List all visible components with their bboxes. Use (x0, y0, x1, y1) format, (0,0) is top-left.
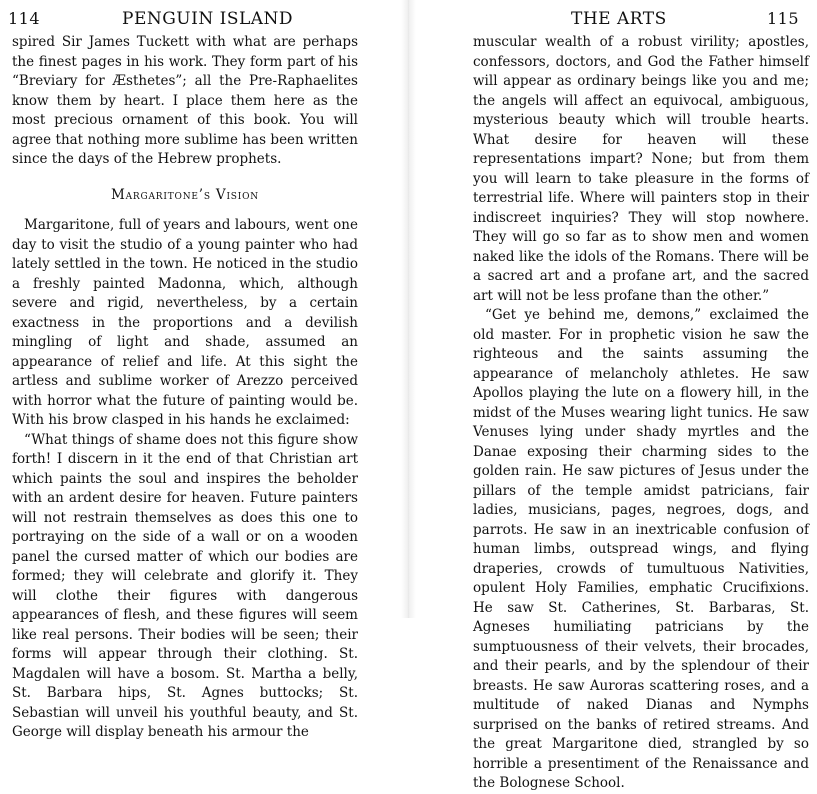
right-page (417, 0, 817, 791)
left-paragraph-2: Margaritone, full of years and labours, went one day to visit the studio of a young painter who had lately settled in the town. He noticed in the studio a freshly painted Madonna, which, although severe and rigid, nevertheless, by a certain exactness in the proportions and a devilish mingling of light and shade, assumed an appearance of relief and life. At this sight the artless and sublime worker of Arezzo perceived with horror what the future of painting would be. With his brow clasped in his hands he exclaimed: (12, 217, 358, 428)
left-running-head (0, 8, 400, 30)
section-heading: Margaritone’s Vision (111, 186, 259, 203)
right-page-number: 115 (767, 9, 800, 28)
right-page-text (473, 33, 809, 794)
left-page-text (12, 33, 358, 743)
left-running-title: PENGUIN ISLAND (122, 9, 294, 29)
left-page-number: 114 (8, 9, 41, 28)
left-paragraph-1: spired Sir James Tuckett with what are perhaps the finest pages in his work. They form part of his “Breviary for Æsthetes”; all the Pre-Raphaelites know them by heart. I place them here as the most precious ornament of this book. You will agree that nothing more sublime has been written since the days of the Hebrew prophets. (12, 34, 358, 167)
left-paragraph-3: “What things of shame does not this figure show forth! I discern in it the end of that Christian art which paints the soul and inspires the beholder with an ardent desire for heaven. Future painters will not restrain themselves as does this one to portraying on the side of a wall or on a wooden panel the cursed matter of which our bodies are formed; they will celebrate and glorify it. They will clothe their figures with dangerous appearances of flesh, and these figures will seem like real persons. Their bodies will be seen; their forms will appear through their clothing. St. Magdalen will have a bosom. St. Martha a belly, St. Barbara hips, St. Agnes buttocks; St. Sebastian will unveil his youthful beauty, and St. George will display beneath his armour the (12, 431, 358, 740)
left-page (0, 0, 400, 740)
right-paragraph-1: muscular wealth of a robust virility; apostles, confessors, doctors, and God the Father himself will appear as ordinary beings like you and me; the angels will affect an equivocal, ambiguous, mysterious beauty which will trouble hearts. What desire for heaven will these representations impart? None; but from them you will learn to take pleasure in the forms of terrestrial life. Where will painters stop in their indiscreet inquiries? They will stop nowhere. They will go so far as to show men and women naked like the idols of the Romans. There will be a sacred art and a profane art, and the sacred art will not be less profane than the other.” (473, 34, 809, 304)
right-running-title: THE ARTS (571, 9, 667, 29)
right-running-head (417, 8, 817, 30)
book-gutter (401, 0, 416, 618)
right-paragraph-2: “Get ye behind me, demons,” exclaimed the old master. For in prophetic vision he saw the righteous and the saints assuming the appearance of melancholy athletes. He saw Apollos playing the lute on a flowery hill, in the midst of the Muses wearing light tunics. He saw Venuses lying under shady myrtles and the Danae exposing their charming sides to the golden rain. He saw pictures of Jesus under the pillars of the temple amidst patricians, fair ladies, musicians, pages, negroes, dogs, and parrots. He saw in an inextricable confusion of human limbs, outspread wings, and flying draperies, crowds of tumultuous Nativities, opulent Holy Families, emphatic Crucifixions. He saw St. Catherines, St. Barbaras, St. Agneses humiliating patricians by the sumptuousness of their velvets, their brocades, and their pearls, and by the splendour of their breasts. He saw Auroras scattering roses, and a multitude of naked Dianas and Nymphs surprised on the banks of retired streams. And the great Margaritone died, strangled by so horrible a presentiment of the Renaissance and the Bolognese School. (473, 307, 809, 791)
